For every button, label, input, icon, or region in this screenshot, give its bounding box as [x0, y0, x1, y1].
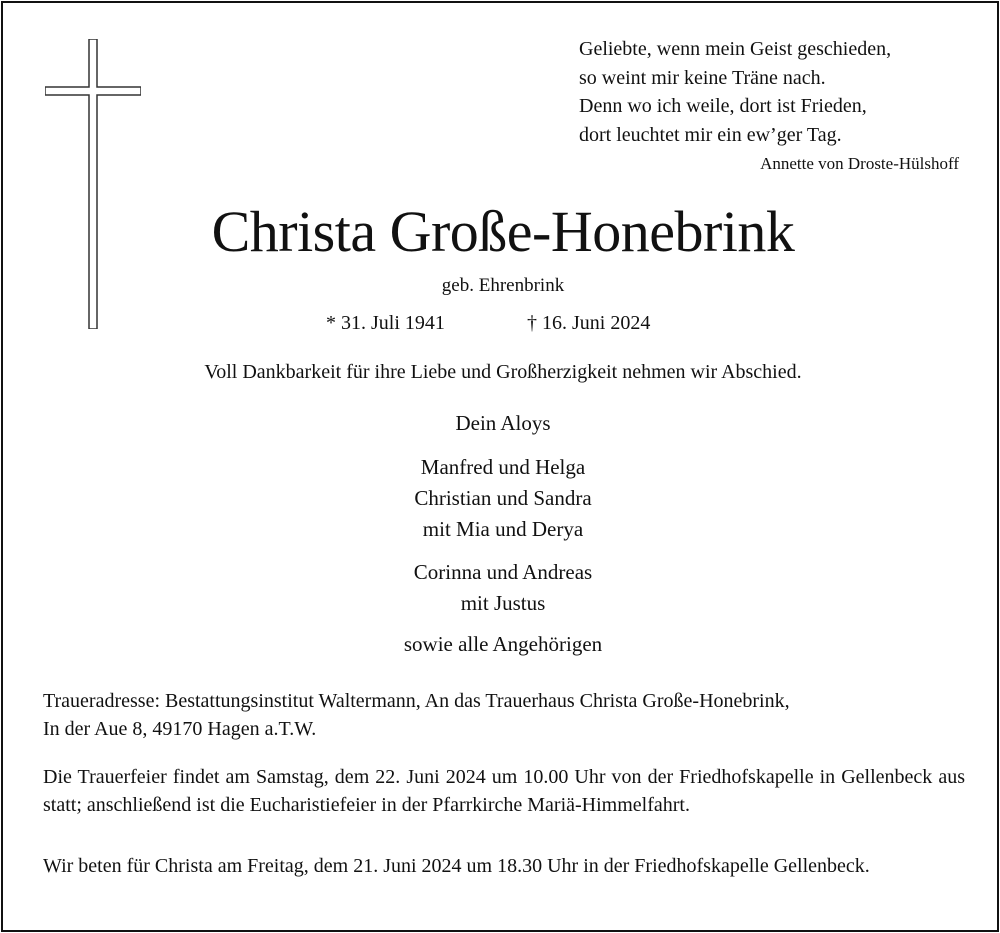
maiden-name: geb. Ehrenbrink [441, 275, 565, 296]
funeral-address [43, 687, 965, 743]
mourner-group [3, 557, 1000, 619]
mourner-spouse: Dein Aloys [455, 411, 551, 435]
mourner-line: mit Mia und Derya [422, 517, 584, 541]
prayer-text: Wir beten für Christa am Freitag, dem 21. Juni 2024 um 18.30 Uhr in der Friedhofskapelle Gellenbeck. [43, 855, 870, 877]
mourner-line: mit Justus [460, 591, 546, 615]
mourner-group [3, 452, 1000, 545]
farewell-text: Voll Dankbarkeit für ihre Liebe und Großherzigkeit nehmen wir Abschied. [204, 361, 802, 383]
death-date: † 16. Juni 2024 [527, 312, 651, 334]
birth-date: * 31. Juli 1941 [326, 312, 445, 334]
mourner-line: Manfred und Helga [420, 455, 586, 479]
mourner-others: sowie alle Angehörigen [403, 632, 603, 656]
address-line: In der Aue 8, 49170 Hagen a.T.W. [43, 718, 317, 740]
poem-line: so weint mir keine Träne nach. [579, 66, 826, 89]
obituary-notice [1, 1, 999, 932]
poem-line: Geliebte, wenn mein Geist geschieden, [579, 38, 892, 60]
service-text: Die Trauerfeier findet am Samstag, dem 22. Juni 2024 um 10.00 Uhr von der Friedhofskapelle in Gellenbeck aus statt; anschließend ist die Eucharistiefeier in der Pfarrkirche Mariä-Himmelfahrt. [43, 766, 965, 816]
mourner-line: Corinna und Andreas [413, 560, 593, 584]
address-line: Traueradresse: Bestattungsinstitut Waltermann, An das Trauerhaus Christa Große-Honebrink, [43, 690, 790, 712]
deceased-name: Christa Große-Honebrink [211, 199, 795, 264]
poem-author: Annette von Droste-Hülshoff [760, 154, 959, 173]
poem-line: dort leuchtet mir ein ew’ger Tag. [579, 123, 842, 146]
poem-line: Denn wo ich weile, dort ist Frieden, [579, 95, 867, 117]
poem [579, 35, 979, 149]
mourner-line: Christian und Sandra [414, 486, 592, 510]
